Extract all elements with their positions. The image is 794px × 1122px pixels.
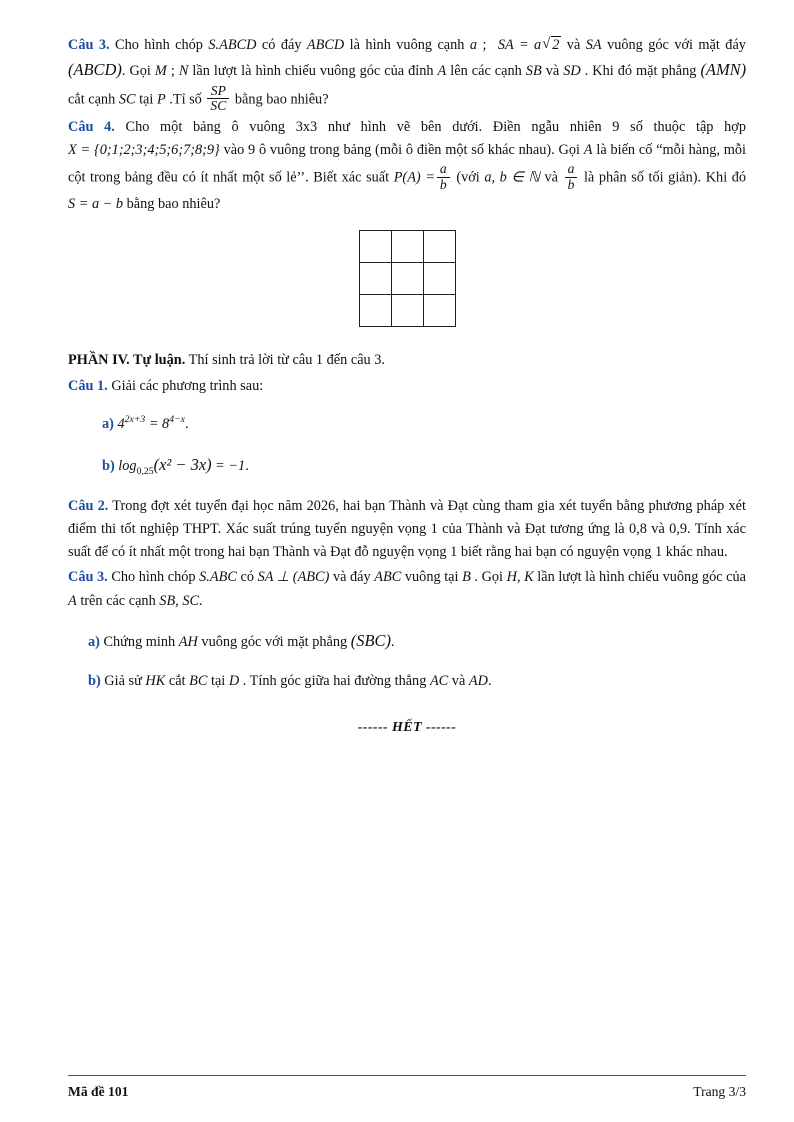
math-abc: ABC xyxy=(374,569,402,586)
math-ac: AC xyxy=(429,673,449,690)
question-label: Câu 3. xyxy=(68,37,110,53)
part4-q1-item-a xyxy=(102,412,746,437)
item-text-2: vuông góc với mặt phẳng xyxy=(201,634,348,651)
math-ah: AH xyxy=(178,634,198,651)
math-log-base: 0,25 xyxy=(136,465,154,477)
figure-grid-3x3 xyxy=(68,230,746,327)
part4-question-2 xyxy=(68,495,746,564)
fraction-denominator: b xyxy=(437,177,450,193)
math-h: H xyxy=(506,569,517,586)
part4-question-3 xyxy=(68,566,746,612)
part4-q1-item-b xyxy=(102,451,746,481)
item-text-1: Chứng minh xyxy=(103,634,176,651)
math-ad: AD xyxy=(468,673,488,690)
item-text-6: . xyxy=(487,673,492,690)
q4-line-1: Cho một bảng ô vuông 3x3 như hình vẽ bên dưới. Điền ngẫu nhiên 9 số thuộc tập hợp xyxy=(125,119,746,136)
q4-line-2: vào 9 ô vuông trong bảng (mỗi ô điền một số khác nhau). Gọi xyxy=(223,142,580,159)
math-a-vertex: A xyxy=(437,63,447,80)
grid-cell xyxy=(424,231,456,263)
question-text-2: có đáy xyxy=(261,37,302,53)
math-sa: SA xyxy=(585,37,602,53)
question-text-9: và xyxy=(545,63,560,80)
fraction-numerator: SP xyxy=(210,82,226,98)
q3-text-4: vuông tại xyxy=(404,569,459,586)
math-pa: P(A) = xyxy=(393,170,435,186)
question-text-7: lần lượt là hình chiếu vuông góc của đỉnh xyxy=(192,63,434,80)
math-ab-in-n: a, b ∈ ℕ xyxy=(484,170,540,186)
fraction-a-b-2 xyxy=(565,162,578,192)
exam-code: Mã đề 101 xyxy=(68,1084,129,1099)
math-k: K xyxy=(524,569,534,586)
q4-quote: “mỗi hàng, mỗi cột trong bảng đều có ít nhất một số lẻ’’. xyxy=(68,142,747,186)
q3-text-1: Cho hình chóp xyxy=(111,569,196,586)
math-exponent: 2x+3 xyxy=(124,414,146,426)
question-text-11: cắt cạnh xyxy=(68,91,116,108)
page-number: Trang 3/3 xyxy=(693,1084,746,1099)
q4-line-8: bằng bao nhiêu? xyxy=(126,195,221,212)
question-text-8: lên các cạnh xyxy=(450,63,522,80)
item-text-2: cắt xyxy=(168,673,186,690)
part4-heading xyxy=(68,349,746,372)
fraction-numerator: a xyxy=(439,161,447,177)
question-text-3: là hình vuông cạnh xyxy=(349,37,465,53)
part4-heading-text: Thí sinh trả lời từ câu 1 đến câu 3. xyxy=(188,351,385,368)
math-chop: S.ABCD xyxy=(208,37,257,53)
math-sb: SB xyxy=(525,63,542,80)
grid-cell xyxy=(392,263,424,295)
question-text: Trong đợt xét tuyển đại học năm 2026, hai bạn Thành và Đạt cùng tham gia xét tuyển bằng phương pháp xét điểm thi tốt nghiệp THPT. Xác suất trúng tuyển nguyện vọng 1 của Thành và Đạt tương ứng là 0,8 và 0,9. Tính xác suất để có ít nhất một trong hai bạn Thành và Đạt đỗ nguyện vọng 1 biết rằng hai bạn có nguyện vọng 1 khác nhau. xyxy=(68,497,746,561)
item-marker: b) xyxy=(88,673,101,690)
question-text-12: tại xyxy=(139,91,154,108)
q4-line-5: (với xyxy=(456,170,480,186)
q4-line-3: là biến cố xyxy=(596,142,653,159)
question-label: Câu 2. xyxy=(68,497,109,514)
grid-cell xyxy=(360,231,392,263)
fraction-denominator: b xyxy=(565,177,578,193)
math-log-arg: (x² − 3x) xyxy=(153,455,212,475)
math-sb-sc: SB, SC xyxy=(159,592,200,609)
item-text-3: . xyxy=(390,634,395,651)
math-exponent-2: 4−x xyxy=(169,414,185,426)
fraction-sp-sc xyxy=(207,84,229,114)
math-log: log xyxy=(118,458,137,475)
semicolon-2: ; xyxy=(170,63,175,80)
math-a: a xyxy=(469,37,478,53)
item-marker: a) xyxy=(102,416,114,433)
end-marker: ------ HẾT ------ xyxy=(357,719,457,735)
q4-line-7: là phân số tối giản). Khi đó xyxy=(583,170,747,186)
math-sa-eq: SA = a xyxy=(497,37,542,53)
math-sc: SC xyxy=(118,91,136,108)
math-chop: S.ABC xyxy=(199,569,237,586)
math-base: 4 xyxy=(117,416,125,433)
grid-cell xyxy=(360,295,392,327)
q3-text-2: có xyxy=(240,569,254,586)
sqrt-radicand: 2 xyxy=(552,37,560,53)
math-set-x: X = {0;1;2;3;4;5;6;7;8;9} xyxy=(68,142,220,159)
question-text-4: và xyxy=(566,37,581,53)
item-period: . xyxy=(245,458,249,475)
math-bc: BC xyxy=(189,673,208,690)
grid-cell xyxy=(424,263,456,295)
part4-question-1 xyxy=(68,375,746,398)
item-text-3: tại xyxy=(210,673,226,690)
question-label: Câu 1. xyxy=(68,377,108,394)
math-sd: SD xyxy=(563,63,581,80)
page-footer xyxy=(68,1075,746,1100)
grid-cell xyxy=(424,295,456,327)
question-text-14: bằng bao nhiêu? xyxy=(234,91,329,108)
math-event-a: A xyxy=(583,142,593,159)
fraction-denominator: SC xyxy=(207,98,229,114)
math-a: A xyxy=(68,592,77,609)
item-marker: b) xyxy=(102,458,115,475)
math-hk: HK xyxy=(145,673,166,690)
q3-text-8: . xyxy=(199,592,203,609)
question-text: Cho hình chóp xyxy=(115,37,203,53)
part4-q3-item-a xyxy=(88,627,746,655)
math-b: B xyxy=(462,569,471,586)
grid-cell xyxy=(392,231,424,263)
question-text: Giải các phương trình sau: xyxy=(111,377,264,394)
part4-q3-item-b xyxy=(88,669,746,693)
q4-line-4: Biết xác suất xyxy=(313,170,390,186)
q3-text-5: . Gọi xyxy=(474,569,504,586)
q3-text-3: và đáy xyxy=(332,569,371,586)
item-text-4: . Tính góc giữa hai đường thẳng xyxy=(242,673,427,690)
item-period: . xyxy=(184,416,189,433)
math-d: D xyxy=(228,673,240,690)
question-label: Câu 3. xyxy=(68,569,108,586)
question-label: Câu 4. xyxy=(68,119,115,136)
part4-heading-label: PHẦN IV. Tự luận. xyxy=(68,351,186,368)
grid-cell xyxy=(360,263,392,295)
math-m: M xyxy=(154,63,167,80)
q3-text-6: lần lượt là hình chiếu vuông góc của xyxy=(537,569,747,586)
item-text-1: Giả sử xyxy=(104,673,142,690)
fraction-a-b xyxy=(437,162,450,192)
sqrt-icon xyxy=(542,34,561,57)
item-text-5: và xyxy=(451,673,466,690)
math-perp: SA ⊥ (ABC) xyxy=(257,569,330,586)
math-p: P xyxy=(156,91,166,108)
math-equals: = −1 xyxy=(215,458,246,475)
q4-line-6: và xyxy=(544,170,558,186)
grid-table xyxy=(359,230,456,327)
question-text-6: . Gọi xyxy=(121,63,151,80)
math-abcd: ABCD xyxy=(306,37,345,53)
question-text-10: . Khi đó mặt phẳng xyxy=(584,63,697,80)
fraction-numerator: a xyxy=(567,161,575,177)
q3-text-7: trên các cạnh xyxy=(80,592,156,609)
math-abcd-paren: (ABCD) xyxy=(68,60,122,80)
q3-comma: , xyxy=(516,569,521,586)
math-equals: = 8 xyxy=(148,416,170,433)
math-sbc: (SBC) xyxy=(350,631,391,651)
question-part3-4 xyxy=(68,116,746,216)
question-part3-3 xyxy=(68,34,746,114)
item-marker: a) xyxy=(88,634,100,651)
semicolon-1: ; xyxy=(482,37,487,53)
question-text-5: vuông góc với mặt đáy xyxy=(607,37,746,53)
question-text-13: .Tỉ số xyxy=(169,91,202,108)
math-amn: (AMN) xyxy=(700,60,747,80)
grid-cell xyxy=(392,295,424,327)
math-s-eq: S = a − b xyxy=(68,195,124,212)
math-n: N xyxy=(178,63,189,80)
